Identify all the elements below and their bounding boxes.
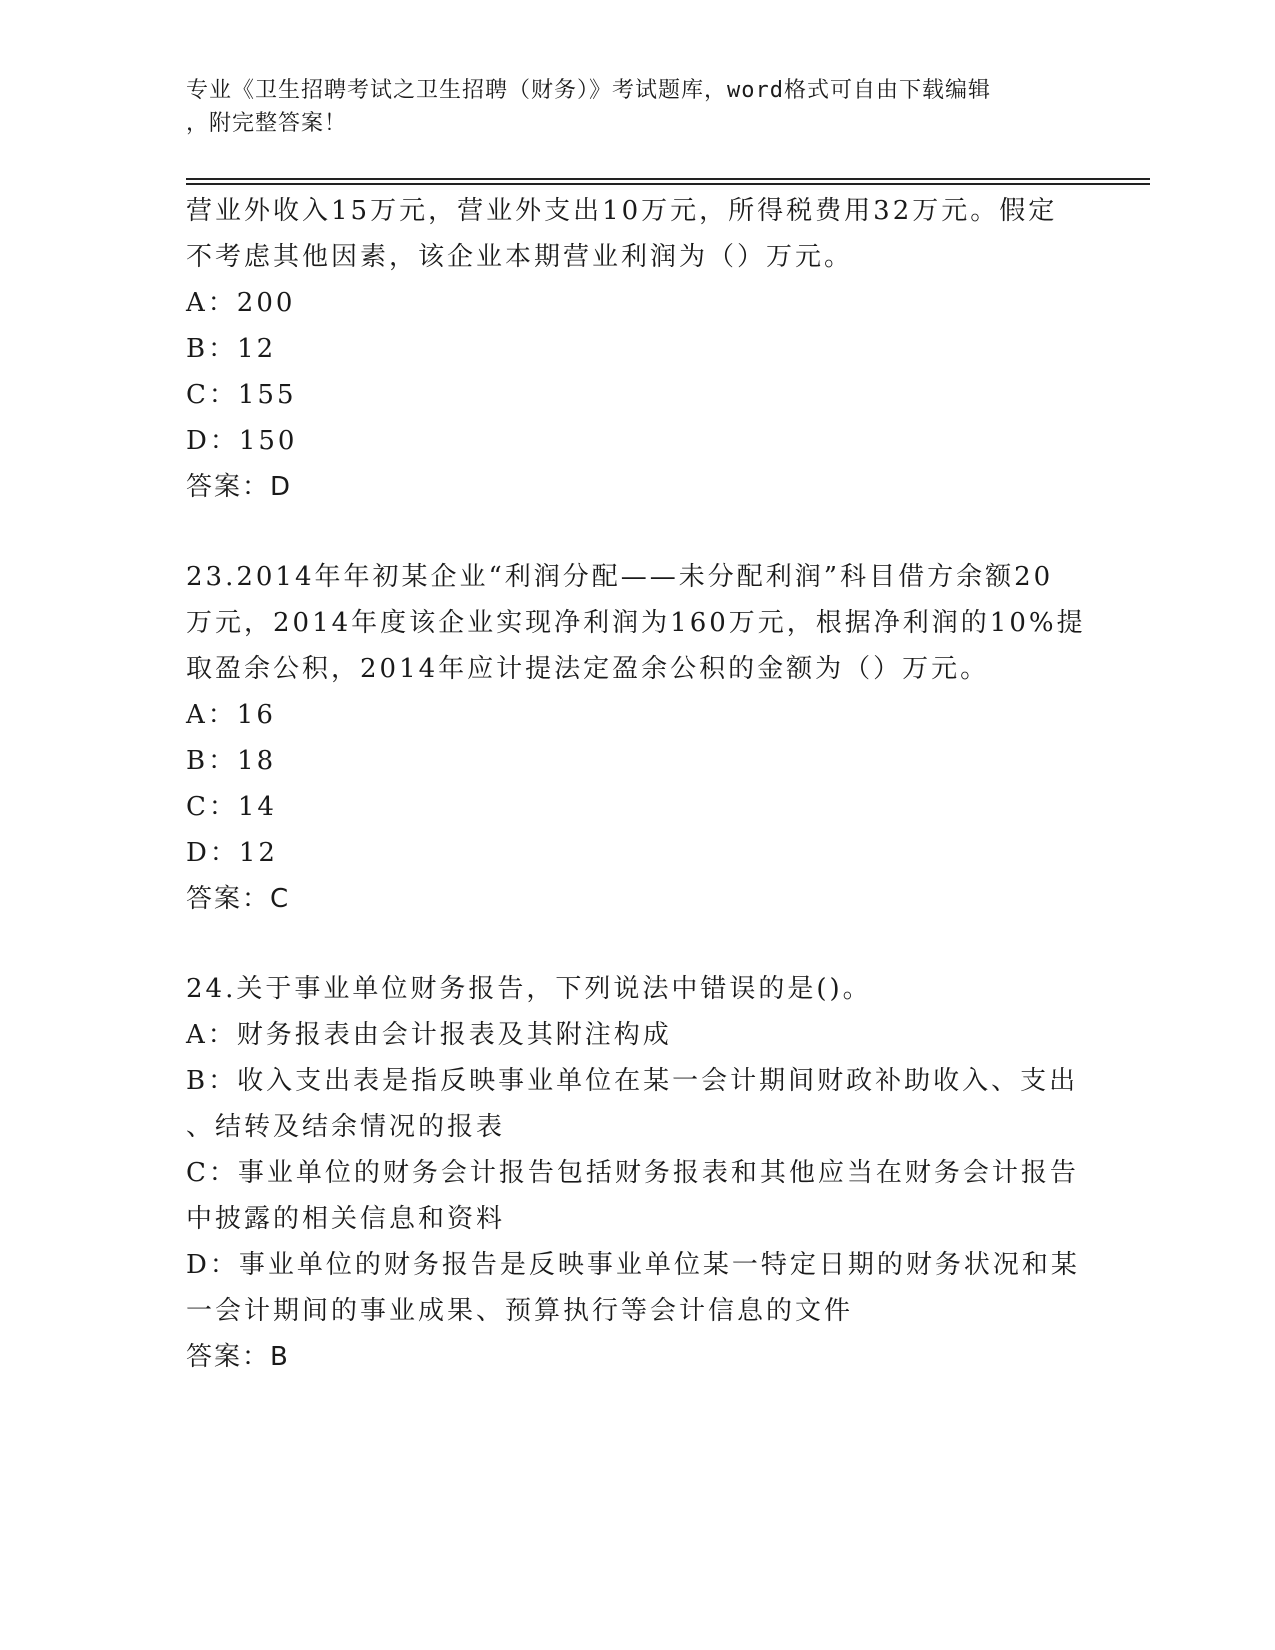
question-stem-line: 不考虑其他因素，该企业本期营业利润为（）万元。 [186,242,854,272]
question-stem-line: 23.2014年年初某企业“利润分配——未分配利润”科目借方余额20 [186,562,1054,592]
question-stem-line: 取盈余公积，2014年应计提法定盈余公积的金额为（）万元。 [186,654,990,684]
header-line-1: 专业《卫生招聘考试之卫生招聘（财务）》考试题库，word格式可自由下载编辑 [186,78,991,103]
option-d: D：150 [186,426,298,456]
option-b: B：18 [186,746,277,776]
option-b: B：收入支出表是指反映事业单位在某一会计期间财政补助收入、支出 [186,1066,1079,1096]
answer-label: 答案：C [186,884,291,914]
answer-label: 答案：B [186,1342,290,1372]
option-d-continued: 一会计期间的事业成果、预算执行等会计信息的文件 [186,1296,854,1326]
question-23 [186,554,1086,922]
header-divider-bottom [186,183,1150,185]
option-a: A：200 [186,288,296,318]
option-a: A：财务报表由会计报表及其附注构成 [186,1020,672,1050]
option-a: A：16 [186,700,276,730]
option-c: C：14 [186,792,277,822]
question-list [186,188,1086,1380]
document-header [186,74,1066,140]
question-22 [186,188,1086,510]
question-stem-line: 24.关于事业单位财务报告，下列说法中错误的是()。 [186,974,872,1004]
option-b: B：12 [186,334,277,364]
spacer [186,510,1086,554]
option-c-continued: 中披露的相关信息和资料 [186,1204,506,1234]
answer-label: 答案：D [186,472,293,502]
option-b-continued: 、结转及结余情况的报表 [186,1112,506,1142]
option-d: D：12 [186,838,278,868]
spacer [186,922,1086,966]
header-line-2: ，附完整答案！ [186,111,348,136]
question-stem-line: 营业外收入15万元，营业外支出10万元，所得税费用32万元。假定 [186,196,1058,226]
option-c: C：155 [186,380,297,410]
question-24 [186,966,1086,1380]
option-c: C：事业单位的财务会计报告包括财务报表和其他应当在财务会计报告 [186,1158,1079,1188]
header-divider-top [186,178,1150,180]
question-stem-line: 万元，2014年度该企业实现净利润为160万元，根据净利润的10%提 [186,608,1086,638]
option-d: D：事业单位的财务报告是反映事业单位某一特定日期的财务状况和某 [186,1250,1080,1280]
